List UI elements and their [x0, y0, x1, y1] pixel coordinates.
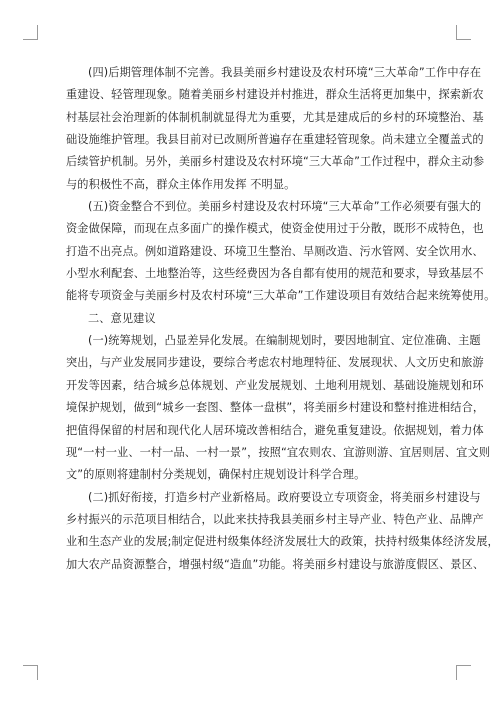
text-line: (五)资金整合不到位。美丽乡村建设及农村环境“三大革命”工作必须要有强大的: [88, 200, 482, 214]
text-line: (一)统筹规划，凸显差异化发展。在编制规划时，要因地制宜、定位准确、主题: [88, 334, 481, 348]
text-line: 础设施维护管理。我县目前对已改厕所普遍存在重建轻管现象。尚未建立全覆盖式的: [66, 133, 484, 147]
text-line: 小型水利配套、土地整治等，这些经费因为各自都有使用的规范和要求，导致基层不: [66, 267, 484, 281]
paragraph-problem-5: [66, 196, 496, 308]
text-line: (四)后期管理体制不完善。我县美丽乡村建设及农村环境“三大革命”工作中存在: [88, 66, 482, 79]
text-line: 文”的原则将建制村分类规划，确保村庄规划设计科学合理。: [66, 468, 366, 482]
heading-text: 二、意见建议: [88, 311, 156, 325]
paragraph-problem-4: [66, 62, 485, 196]
paragraph-suggestion-1: [66, 330, 491, 486]
paragraph-suggestion-2: [66, 487, 499, 576]
text-line: 与的积极性不高，群众主体作用发挥 不明显。: [66, 177, 296, 191]
text-line: 现“一村一业、一村一品、一村一景”，按照“宜农则农、宜游则游、宜居则居、宜文则: [66, 445, 491, 459]
crop-mark-top-right: [456, 25, 471, 40]
text-line: 业和生态产业的发展;制定促进村级集体经济发展壮大的政策，扶持村级集体经济发展，: [66, 535, 499, 549]
text-line: (二)抓好衔接，打造乡村产业新格局。政府要设立专项资金，将美丽乡村建设与: [88, 490, 481, 504]
text-line: 重建设、轻管理现象。随着美丽乡村建设并村推进，群众生活将更加集中，探索新农: [66, 88, 484, 102]
text-line: 村基层社会治理新的体制机制就显得尤为重要，尤其是建成后的乡村的环境整治、基: [66, 110, 484, 124]
crop-mark-bottom-right: [456, 665, 471, 680]
text-line: 开发等因素，结合城乡总体规划、产业发展规划、土地利用规划、基础设施规划和环: [66, 378, 484, 392]
text-line: 加大农产品资源整合，增强村级“造血”功能。将美丽乡村建设与旅游度假区、景区、: [66, 557, 485, 571]
text-line: 突出，与产业发展同步建设，要综合考虑农村地理特征、发展现状、人文历史和旅游: [66, 356, 484, 370]
text-line: 打造不出亮点。例如道路建设、环境卫生整治、旱厕改造、污水管网、安全饮用水、: [66, 244, 484, 258]
text-line: 乡村振兴的示范项目相结合，以此来扶持我县美丽乡村主导产业、特色产业、品牌产: [66, 512, 484, 526]
crop-mark-bottom-left: [23, 665, 38, 680]
text-line: 能将专项资金与美丽乡村及农村环境“三大革命”工作建设项目有效结合起来统筹使用。: [66, 289, 496, 303]
text-line: 后续管护机制。另外，美丽乡村建设及农村环境“三大革命”工作过程中，群众主动参: [66, 155, 485, 169]
text-line: 资金做保障，而现在点多面广的操作模式，使资金使用过于分散，既形不成特色，也: [66, 222, 484, 236]
document-body: [66, 62, 499, 576]
text-line: 把值得保留的村居和现代化人居环境改善相结合，避免重复建设。依据规划，着力体: [66, 423, 484, 437]
section-heading-suggestions: [66, 308, 434, 330]
crop-mark-top-left: [23, 25, 38, 40]
text-line: 境保护规划，做到“城乡一套图、整体一盘棋”，将美丽乡村建设和整村推进相结合，: [66, 401, 485, 415]
